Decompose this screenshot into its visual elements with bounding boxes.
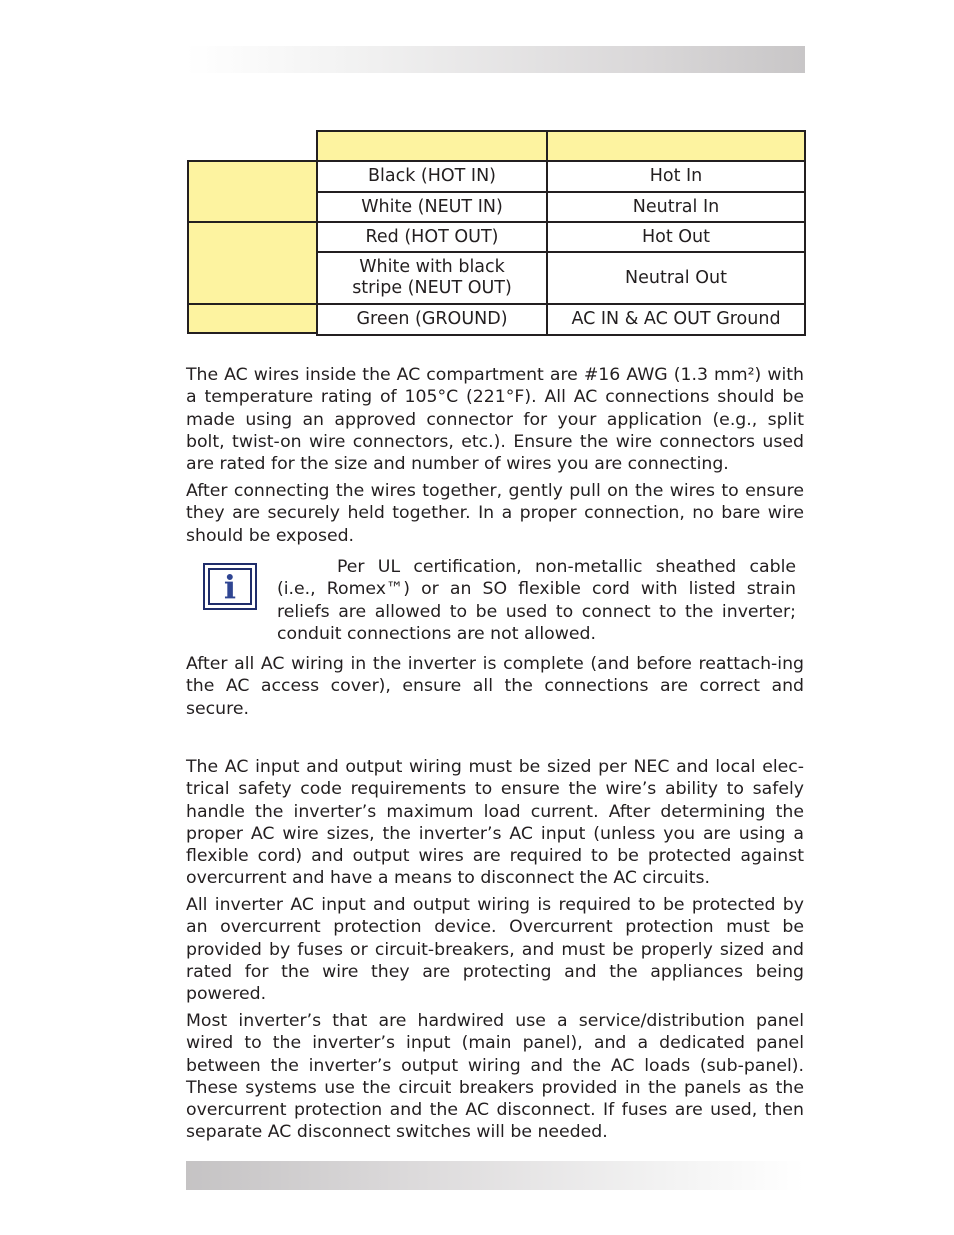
table-header-connection [546,130,806,162]
paragraph-overcurrent: All inverter AC input and output wiring is required to be protected by an overcurrent protection device. Overcurrent protection must be provided by fuses or circuit-breakers, and must be properly sized and rated for the wire they are protecting and the appliances being powered. [186,895,804,1005]
table-row [317,192,805,222]
table-header-wire [316,130,548,162]
table-row [317,161,805,192]
wire-cell-line: stripe (NEUT OUT) [352,278,512,298]
table-group-output [187,221,318,305]
paragraph-after-wiring: After all AC wiring in the inverter is complete (and before reattach-ing the AC access cover), ensure all the connections are correct and secure. [186,654,804,719]
wire-cell-line: White with black [359,257,505,277]
connection-cell: Hot In [547,161,805,192]
wire-cell: White (NEUT IN) [317,192,547,222]
paragraph-wire-spec: The AC wires inside the AC compartment are #16 AWG (1.3 mm²) with a temperature rating of 105°C (221°F). All AC connections should be made using an approved connector for your application (e.g., split bolt, twist-on wire connectors, etc.). Ensure the wire connectors used are rated for the size and number of wires you are connecting. [186,365,804,475]
ul-note: Per UL certification, non-metallic sheathed cable (i.e., Romex™) or an SO flexible cord with listed strain reliefs are allowed to be used to connect to the inverter; conduit connections are not allowed. [277,557,796,644]
connection-cell: Neutral Out [547,252,805,304]
wire-cell: Black (HOT IN) [317,161,547,192]
wire-cell: Red (HOT OUT) [317,222,547,252]
wire-cell: Green (GROUND) [317,304,547,335]
footer-bar [186,1161,805,1190]
connection-cell: Hot Out [547,222,805,252]
table-row [317,304,805,335]
table-group-input [187,160,318,223]
connection-cell: AC IN & AC OUT Ground [547,304,805,335]
info-icon [203,563,257,610]
wire-color-table [316,160,806,336]
paragraph-panels: Most inverter’s that are hardwired use a service/distribution panel wired to the inverter’s input (main panel), and a dedicated panel between the inverter’s output wiring and the AC loads (sub-panel). These systems use the circuit breakers provided in the panels as the overcurrent protection and the AC disconnect. If fuses are used, then separate AC disconnect switches will be needed. [186,1011,804,1143]
connection-cell: Neutral In [547,192,805,222]
header-bar [186,46,805,73]
paragraph-wire-sizing: The AC input and output wiring must be sized per NEC and local elec-trical safety code requirements to ensure the wire’s ability to safely handle the inverter’s maximum load current. After determining the proper AC wire sizes, the inverter’s AC input (unless you are using a flexible cord) and output wires are required to be protected against overcurrent and have a means to disconnect the AC circuits. [186,757,804,889]
paragraph-pull-test: After connecting the wires together, gently pull on the wires to ensure they are securely held together. In a proper connection, no bare wire should be exposed. [186,481,804,546]
table-row [317,252,805,304]
wire-cell [317,252,547,304]
table-row [317,222,805,252]
info-icon-glyph: i [208,568,252,605]
table-group-ground [187,303,318,334]
